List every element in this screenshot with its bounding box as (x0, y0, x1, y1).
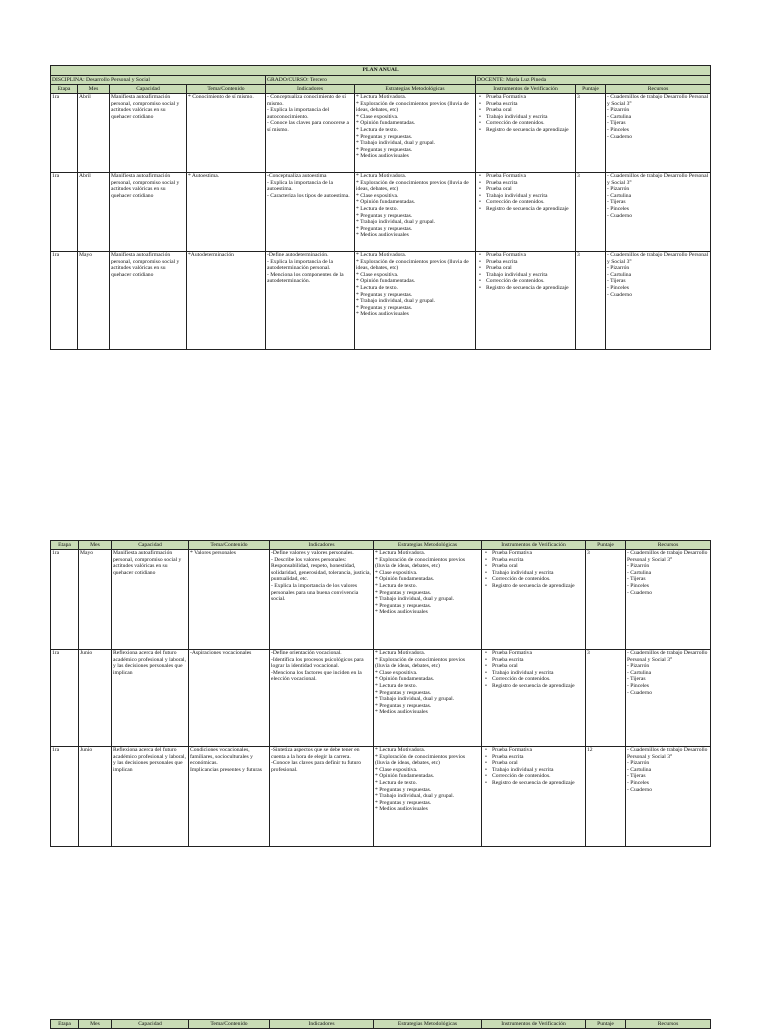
cell-etapa: 1ra (51, 173, 78, 252)
plan-title: PLAN ANUAL (51, 66, 711, 76)
list-item: • Prueba oral (492, 563, 584, 570)
list-item: • Trabajo individual y escrita (486, 272, 574, 279)
list-item: • Corrección de contenidos. (492, 773, 584, 780)
header-etapa: Etapa (51, 1020, 79, 1029)
cell-puntaje: 3 (586, 650, 626, 747)
header-recursos: Recursos (606, 85, 711, 94)
cell-tema: -Aspiraciones vocacionales (189, 650, 270, 747)
list-item: • Prueba Formativa (492, 747, 584, 754)
header-tema: Tema/Contenido (189, 541, 270, 550)
table-row (51, 94, 711, 173)
list-item: • Prueba escrita (486, 101, 574, 108)
header-row (51, 85, 711, 94)
list-item: • Prueba oral (486, 107, 574, 114)
cell-tema: Condiciones vocacionales, familiares, socioculturales y económicas. Implicancias presentes y futuras (189, 747, 270, 847)
cell-recursos: - Cuadernillos de trabajo Desarrollo Personal y Social 3° - Pizarrón - Cartulina - Tijeras - Pinceles - Cuaderno (606, 252, 711, 350)
header-capacidad: Capacidad (112, 1020, 189, 1029)
cell-tema: * Autoestima. (187, 173, 266, 252)
header-recursos: Recursos (626, 541, 711, 550)
cell-recursos: - Cuadernillos de trabajo Desarrollo Personal y Social 3° - Pizarrón - Cartulina - Tijeras - Pinceles - Cuaderno (626, 650, 711, 747)
cell-mes: Junio (79, 747, 112, 847)
list-item: • Prueba oral (492, 663, 584, 670)
cell-indicadores: -Conceptualiza autoestima - Explica la importancia de la autoestima. - Caracteriza los tipos de autoestima. (266, 173, 355, 252)
header-puntaje: Puntaje (586, 1020, 626, 1029)
list-item: • Corrección de contenidos. (492, 576, 584, 583)
list-item: • Trabajo individual y escrita (486, 193, 574, 200)
cell-recursos: - Cuadernillos de trabajo Desarrollo Personal y Social 3° - Pizarrón - Cartulina - Tijeras - Pinceles - Cuaderno (606, 94, 711, 173)
docente-label: DOCENTE: María Luz Pineda (476, 76, 711, 85)
list-item: • Registro de secuencia de aprendizaje (486, 206, 574, 213)
list-item: • Corrección de contenidos. (486, 278, 574, 285)
cell-mes: Mayo (79, 550, 112, 650)
cell-etapa: 1ra (51, 94, 78, 173)
cell-instrumentos (476, 173, 576, 252)
list-item: • Trabajo individual y escrita (492, 767, 584, 774)
plan-table-2 (50, 540, 711, 847)
header-row (51, 541, 711, 550)
cell-etapa: 1ra (51, 747, 79, 847)
cell-capacidad: Manifiesta autoafirmación personal, compromiso social y actitudes valóricas en su quehacer cotidiano (110, 252, 187, 350)
table-row (51, 650, 711, 747)
cell-indicadores: -Sintetiza aspectos que se debe tener en cuenta a la hora de elegir la carrera. -Conoce las claves para definir tu futuro profesional. (270, 747, 374, 847)
list-item: • Prueba Formativa (486, 252, 574, 259)
header-tema: Tema/Contenido (189, 1020, 270, 1029)
cell-tema: * Conocimiento de sí mismo. (187, 94, 266, 173)
header-tema: Tema/Contenido (187, 85, 266, 94)
list-item: • Corrección de contenidos. (486, 120, 574, 127)
plan-table-3 (50, 1019, 711, 1029)
cell-mes: Abril (78, 173, 110, 252)
cell-tema: *Autodeterminación (187, 252, 266, 350)
list-item: • Registro de secuencia de aprendizaje (492, 583, 584, 590)
cell-capacidad: Manifiesta autoafirmación personal, compromiso social y actitudes valóricas en su quehacer cotidiano (112, 550, 189, 650)
header-estrategias: Estrategias Metodológicas (355, 85, 476, 94)
header-indicadores: Indicadores (270, 1020, 374, 1029)
cell-capacidad: Reflexiona acerca del futuro académico profesional y laboral, y las decisiones personales que implican (112, 650, 189, 747)
header-indicadores: Indicadores (266, 85, 355, 94)
cell-recursos: - Cuadernillos de trabajo Desarrollo Personal y Social 3° - Pizarrón - Cartulina - Tijeras - Pinceles - Cuaderno (626, 550, 711, 650)
header-recursos: Recursos (626, 1020, 711, 1029)
cell-instrumentos (482, 747, 586, 847)
cell-capacidad: Manifiesta autoafirmación personal, compromiso social y actitudes valóricas en su quehacer cotidiano (110, 94, 187, 173)
list-item: • Registro de secuencia de aprendizaje (486, 285, 574, 292)
list-item: • Registro de secuencia de aprendizaje (492, 683, 584, 690)
cell-estrategias: * Lectura Motivadora. * Exploración de conocimientos previos (lluvia de ideas, debates, etc) * Clase expositiva. * Opinión fundamentadas. * Lectura de texto. * Preguntas y respuestas. * Trabajo individual, dual y grupal. * Preguntas y respuestas. * Medios audiovisuales (374, 747, 482, 847)
cell-puntaje: 3 (576, 94, 606, 173)
cell-estrategias: * Lectura Motivadora. * Exploración de conocimientos previos (lluvia de ideas, debates, etc) * Clase expositiva. * Opinión fundamentadas. * Lectura de texto. * Preguntas y respuestas. * Trabajo individual, dual y grupal. * Preguntas y respuestas. * Medios audiovisuales (374, 650, 482, 747)
header-row (51, 1020, 711, 1029)
cell-recursos: - Cuadernillos de trabajo Desarrollo Personal y Social 3° - Pizarrón - Cartulina - Tijeras - Pinceles - Cuaderno (626, 747, 711, 847)
list-item: • Prueba Formativa (492, 550, 584, 557)
cell-indicadores: -Define orientación vocacional. -Identifica los procesos psicológicos para lograr la identidad vocacional. -Menciona los factores que inciden en la elección vocacional. (270, 650, 374, 747)
cell-etapa: 1ra (51, 650, 79, 747)
list-item: • Prueba oral (486, 186, 574, 193)
list-item: • Prueba escrita (492, 557, 584, 564)
cell-indicadores: -Define valores y valores personales. - Describe los valores personales: Responsabilidad, respeto, honestidad, solidaridad, generosidad, tolerancia, justicia, puntualidad, etc. - Explica la importancia de los valores personales para una buena convivencia social. (270, 550, 374, 650)
list-item: • Prueba escrita (492, 657, 584, 664)
list-item: • Prueba Formativa (486, 94, 574, 101)
header-instrumentos: Instrumentos de Verificación (476, 85, 576, 94)
header-puntaje: Puntaje (586, 541, 626, 550)
table-row (51, 252, 711, 350)
header-instrumentos: Instrumentos de Verificación (482, 1020, 586, 1029)
grado-label: GRADO/CURSO: Tercero (266, 76, 476, 85)
cell-puntaje: 3 (576, 173, 606, 252)
list-item: • Prueba oral (492, 760, 584, 767)
disciplina-label: DISCIPLINA: Desarrollo Personal y Social (51, 76, 266, 85)
cell-instrumentos (476, 94, 576, 173)
list-item: • Prueba Formativa (492, 650, 584, 657)
header-mes: Mes (79, 1020, 112, 1029)
header-capacidad: Capacidad (110, 85, 187, 94)
list-item: • Corrección de contenidos. (486, 199, 574, 206)
header-indicadores: Indicadores (270, 541, 374, 550)
table-row (51, 747, 711, 847)
cell-recursos: - Cuadernillos de trabajo Desarrollo Personal y Social 3° - Pizarrón - Cartulina - Tijeras - Pinceles - Cuaderno (606, 173, 711, 252)
table-row (51, 173, 711, 252)
cell-indicadores: - Conceptualiza conocimiento de sí mismo. - Explica la importancia del autoconocimiento. - Conoce las claves para conocerse a sí mismo. (266, 94, 355, 173)
header-instrumentos: Instrumentos de Verificación (482, 541, 586, 550)
list-item: • Registro de secuencia de aprendizaje (492, 780, 584, 787)
header-etapa: Etapa (51, 541, 79, 550)
cell-etapa: 1ra (51, 550, 79, 650)
list-item: • Prueba escrita (486, 180, 574, 187)
cell-capacidad: Manifiesta autoafirmación personal, compromiso social y actitudes valóricas en su quehacer cotidiano (110, 173, 187, 252)
cell-estrategias: * Lectura Motivadora. * Exploración de conocimientos previos (lluvia de ideas, debates, etc) * Clase expositiva. * Opinión fundamentadas. * Lectura de texto. * Preguntas y respuestas. * Trabajo individual, dual y grupal. * Preguntas y respuestas. * Medios audiovisuales (374, 550, 482, 650)
cell-puntaje: 3 (586, 550, 626, 650)
header-mes: Mes (78, 85, 110, 94)
cell-mes: Mayo (78, 252, 110, 350)
header-estrategias: Estrategias Metodológicas (374, 1020, 482, 1029)
list-item: • Prueba oral (486, 265, 574, 272)
cell-indicadores: -Define autodeterminación. - Explica la importancia de la autodeterminación personal. - Menciona los componentes de la autodeterminación. (266, 252, 355, 350)
cell-instrumentos (482, 650, 586, 747)
header-puntaje: Puntaje (576, 85, 606, 94)
cell-etapa: 1ra (51, 252, 78, 350)
cell-instrumentos (476, 252, 576, 350)
list-item: • Prueba escrita (492, 754, 584, 761)
cell-puntaje: 12 (586, 747, 626, 847)
cell-mes: Junio (79, 650, 112, 747)
list-item: • Registro de secuencia de aprendizaje (486, 127, 574, 134)
header-etapa: Etapa (51, 85, 78, 94)
cell-estrategias: * Lectura Motivadora. * Exploración de conocimientos previos (lluvia de ideas, debates, etc) * Clase expositiva. * Opinión fundamentadas. * Lectura de texto. * Preguntas y respuestas. * Trabajo individual, dual y grupal. * Preguntas y respuestas. * Medios audiovisuales (355, 252, 476, 350)
list-item: • Trabajo individual y escrita (486, 114, 574, 121)
list-item: • Trabajo individual y escrita (492, 670, 584, 677)
cell-puntaje: 3 (576, 252, 606, 350)
header-estrategias: Estrategias Metodológicas (374, 541, 482, 550)
cell-tema: * Valores personales (189, 550, 270, 650)
header-mes: Mes (79, 541, 112, 550)
list-item: • Prueba Formativa (486, 173, 574, 180)
table-row (51, 550, 711, 650)
plan-table-1 (50, 65, 711, 350)
list-item: • Trabajo individual y escrita (492, 570, 584, 577)
cell-capacidad: Reflexiona acerca del futuro académico profesional y laboral, y las decisiones personales que implican (112, 747, 189, 847)
cell-estrategias: * Lectura Motivadora. * Exploración de conocimientos previos (lluvia de ideas, debates, etc) * Clase expositiva. * Opinión fundamentadas. * Lectura de texto. * Preguntas y respuestas. * Trabajo individual, dual y grupal. * Preguntas y respuestas. * Medios audiovisuales (355, 94, 476, 173)
list-item: • Corrección de contenidos. (492, 676, 584, 683)
cell-instrumentos (482, 550, 586, 650)
header-capacidad: Capacidad (112, 541, 189, 550)
cell-estrategias: * Lectura Motivadora. * Exploración de conocimientos previos (lluvia de ideas, debates, etc) * Clase expositiva. * Opinión fundamentadas. * Lectura de texto. * Preguntas y respuestas. * Trabajo individual, dual y grupal. * Preguntas y respuestas. * Medios audiovisuales (355, 173, 476, 252)
list-item: • Prueba escrita (486, 259, 574, 266)
cell-mes: Abril (78, 94, 110, 173)
